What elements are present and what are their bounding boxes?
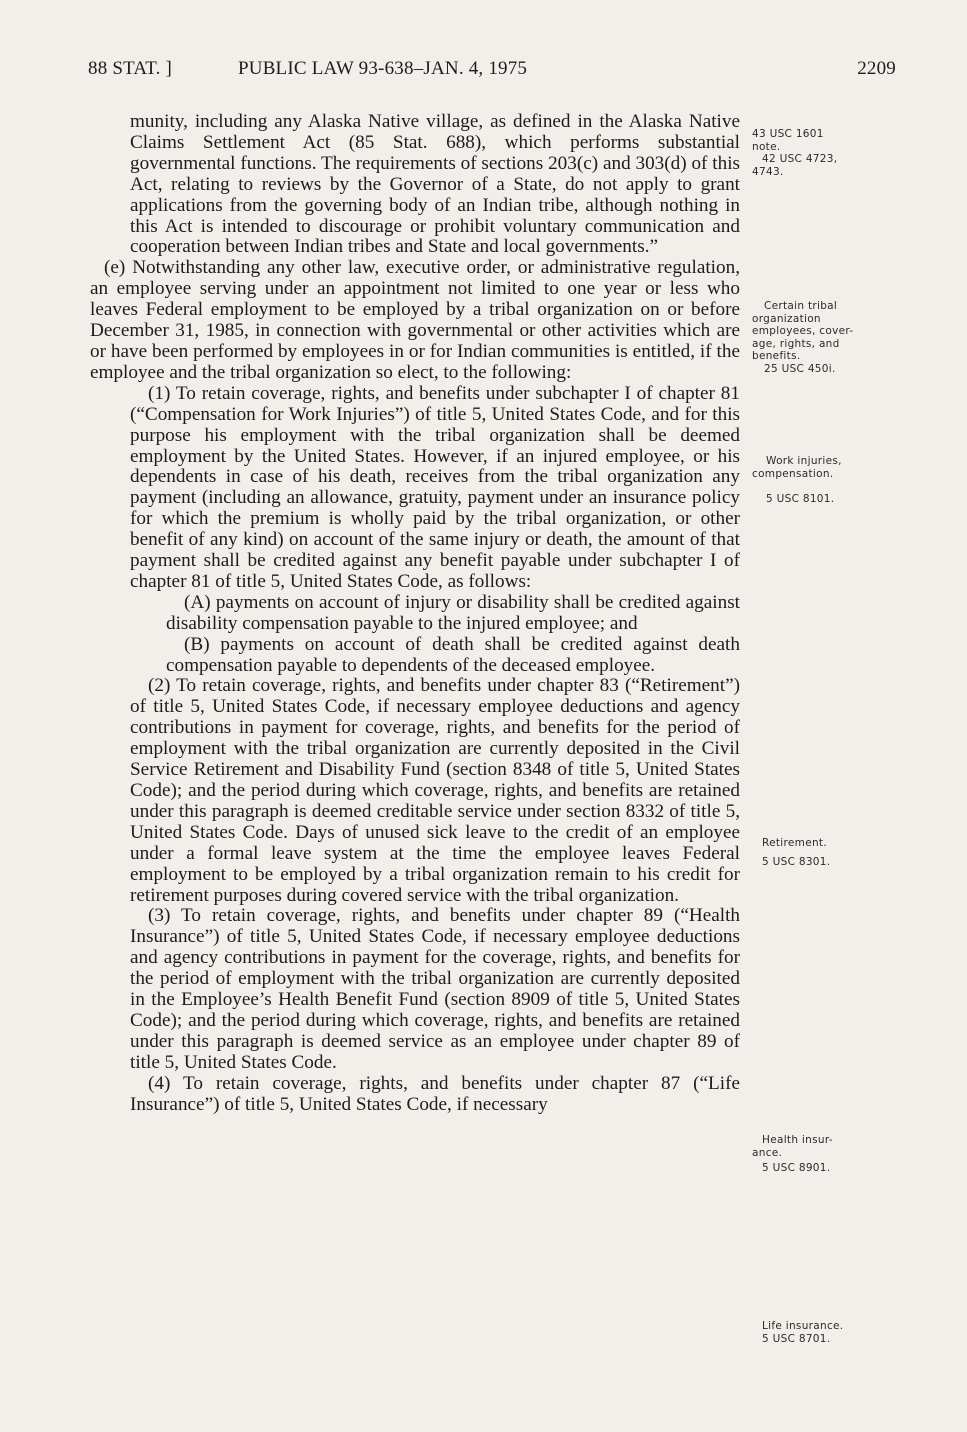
margin-note-work-injuries: Work injuries, compensation.	[752, 455, 842, 480]
paragraph-1: (1) To retain coverage, rights, and benefits under subchapter I of chapter 81 (“Compensation for Work Injuries”) of title 5, United States Code, and for this purpose his employment with the tribal organization shall be deemed employment by the United States. However, if an injured employee, or his dependents in case of his death, receives from the tribal organization any payment (including an allowance, gratuity, payment under an insurance policy for which the premium is wholly paid by the tribal organization, or other benefit of any kind) on account of the same injury or death, the amount of that payment shall be credited against any benefit payable under subchapter I of chapter 81 of title 5, United States Code, as follows:	[130, 382, 740, 592]
paragraph-e: (e) Notwithstanding any other law, executive order, or administrative regulation, an employee serving under an appointment not limited to one year or less who leaves Federal employment to be employed by a tribal organization on or before December 31, 1985, in connection with governmental or other activities which are or have been performed by employees in or for Indian communities is entitled, if the employee and the tribal organization so elect, to the following:	[90, 257, 740, 383]
header-page-number: 2209	[857, 58, 896, 79]
margin-note-health-insurance: Health insur- ance.	[752, 1134, 833, 1159]
margin-note-43-usc-1601: 43 USC 1601 note.	[752, 128, 824, 153]
margin-note-tribal-employees: Certain tribal organization employees, cover- age, rights, and benefits. 25 USC 450i.	[752, 300, 854, 375]
margin-note-42-usc-4723: 42 USC 4723, 4743.	[752, 153, 838, 178]
margin-note-retirement: Retirement.	[762, 837, 827, 849]
paragraph-continuation: munity, including any Alaska Native village, as defined in the Alaska Native Claims Settlement Act (85 Stat. 688), which performs substantial governmental functions. The requirements of sections 203(c) and 303(d) of this Act, relating to reviews by the Governor of a State, do not apply to grant applications from the governing body of an Indian tribe, although nothing in this Act is intended to discourage or prohibit voluntary communication and cooperation between Indian tribes and State and local governments.”	[130, 111, 740, 258]
subparagraph-a: (A) payments on account of injury or disability shall be credited against disability compensation payable to the injured employee; and	[166, 591, 740, 634]
paragraph-4: (4) To retain coverage, rights, and benefits under chapter 87 (“Life Insurance”) of title 5, United States Code, if necessary	[130, 1072, 740, 1115]
margin-note-5-usc-8301: 5 USC 8301.	[762, 856, 831, 868]
margin-note-5-usc-8101: 5 USC 8101.	[766, 493, 835, 505]
paragraph-2: (2) To retain coverage, rights, and benefits under chapter 83 (“Retirement”) of title 5, United States Code, if necessary employee deductions and agency contributions in payment for coverage, rights, and benefits for the period of employment with the tribal organization are currently deposited in the Civil Service Retirement and Disability Fund (section 8348 of title 5, United States Code); and the period during which coverage, rights, and benefits are retained under this paragraph is deemed creditable service under section 8332 of title 5, United States Code. Days of unused sick leave to the credit of an employee under a formal leave system at the time the employee leaves Federal employment to be employed by a tribal organization remain to his credit for retirement purposes during covered service with the tribal organization.	[130, 675, 740, 906]
margin-note-life-insurance: Life insurance. 5 USC 8701.	[762, 1320, 844, 1345]
subparagraph-b: (B) payments on account of death shall be credited against death compensation payable to dependents of the deceased employee.	[166, 633, 740, 676]
header-stat-reference: 88 STAT. ]	[88, 58, 173, 79]
paragraph-3: (3) To retain coverage, rights, and benefits under chapter 89 (“Health Insurance”) of title 5, United States Code, if necessary employee deductions and agency contributions in payment for the coverage, rights, and benefits for the period of employment with the tribal organization are currently deposited in the Employee’s Health Benefit Fund (section 8909 of title 5, United States Code); and the period during which coverage, rights, and benefits are retained under this paragraph is deemed service as an employee under chapter 89 of title 5, United States Code.	[130, 905, 740, 1073]
statute-body	[90, 112, 740, 1116]
page-header	[88, 58, 896, 86]
header-law-title: PUBLIC LAW 93-638–JAN. 4, 1975	[238, 58, 528, 79]
margin-note-5-usc-8901: 5 USC 8901.	[762, 1162, 831, 1174]
